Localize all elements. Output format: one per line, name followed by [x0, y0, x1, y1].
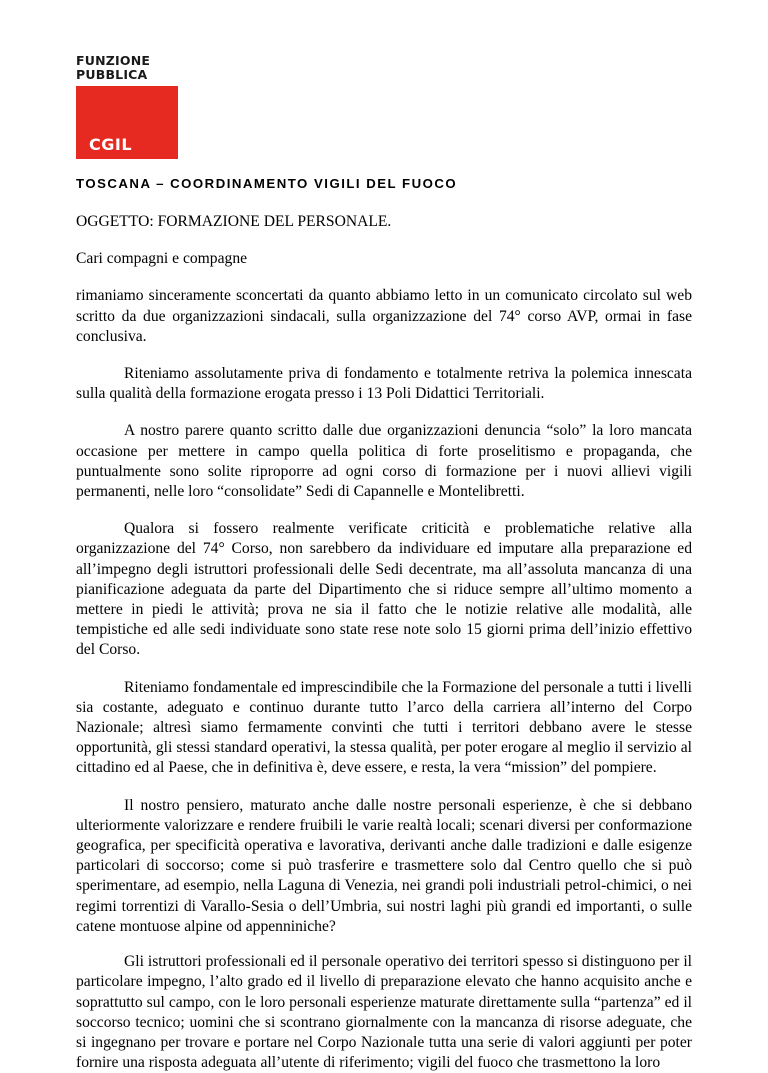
paragraph-6: Il nostro pensiero, maturato anche dalle nostre personali esperienze, è che si debbano ulteriormente valorizzare e rendere fruibili le varie realtà locali; scenari diversi per conformazione geografica, per specificità operativa e lavorativa, derivanti anche dalle tradizioni e dalle esigenze particolari di soccorso; come si può trasferire e trasmettere solo dal Centro quello che si può sperimentare, ad esempio, nella Laguna di Venezia, nei grandi poli industriali petrol-chimici, o nei regimi torrentizi di Varallo-Sesia o dell’Umbria, sui nostri laghi più grandi ed importanti, o sulle catene montuose alpine od appenniniche? — [76, 796, 692, 935]
logo-cgil-text: CGIL — [89, 135, 133, 154]
paragraph-5: Riteniamo fondamentale ed imprescindibile che la Formazione del personale a tutti i livelli sia costante, adeguato e continuo durante tutto l’arco della carriera all’interno del Corpo Nazionale; altresì siamo fermamente convinti che tutti i territori debbano avere le stesse opportunità, gli stessi standard operativi, la stessa qualità, per poter erogare al meglio il servizio al cittadino ed al Paese, che in definitiva è, deve essere, e resta, la vera “mission” del pompiere. — [76, 678, 692, 777]
logo-line-1: FUNZIONE — [76, 53, 151, 68]
document-heading: TOSCANA – COORDINAMENTO VIGILI DEL FUOCO — [76, 176, 458, 191]
logo-line-2: PUBBLICA — [76, 67, 148, 82]
paragraph-3: A nostro parere quanto scritto dalle due organizzazioni denuncia “solo” la loro mancata occasione per mettere in campo quella politica di forte proselitismo e propaganda, che puntualmente sono solite riproporre ad ogni corso di formazione per i nuovi allievi vigili permanenti, nelle loro “consolidate” Sedi di Capannelle e Montelibretti. — [76, 422, 692, 501]
paragraph-intro: rimaniamo sinceramente sconcertati da quanto abbiamo letto in un comunicato circolato sul web scritto da due organizzazioni sindacali, sulla organizzazione del 74° corso AVP, ormai in fase conclusiva. — [76, 287, 692, 345]
fp-cgil-logo — [76, 54, 178, 159]
paragraph-7: Gli istruttori professionali ed il personale operativo dei territori spesso si distinguono per il particolare impegno, l’alto grado ed il livello di preparazione elevato che hanno acquisito anche e soprattutto sul campo, con le loro personali esperienze maturate direttamente sulla “partenza” ed il soccorso tecnico; uomini che si scontrano giornalmente con la mancanza di risorse adeguate, che si ingegnano per trovare e portare nel Corpo Nazionale tutta una serie di valori aggiunti per poter fornire una risposta adeguata all’utente di riferimento; vigili del fuoco che trasmettono la loro — [76, 953, 692, 1072]
letter-body — [76, 212, 692, 1073]
subject-line: OGGETTO: FORMAZIONE DEL PERSONALE. — [76, 213, 392, 230]
paragraph-4: Qualora si fossero realmente verificate criticità e problematiche relative alla organizzazione del 74° Corso, non sarebbero da individuare ed imputare alla preparazione ed all’impegno degli istruttori professionali delle Sedi decentrate, ma all’assoluta mancanza di una pianificazione adeguata da parte del Dipartimento che si riduce sempre all’ultimo momento a mettere in piedi le attività; prova ne sia il fatto che le notizie relative alle modalità, alle tempistiche ed alle sedi individuate sono state rese note solo 15 giorni prima dell’inizio effettivo del Corso. — [76, 520, 692, 659]
paragraph-2: Riteniamo assolutamente priva di fondamento e totalmente retriva la polemica innescata sulla qualità della formazione erogata presso i 13 Poli Didattici Territoriali. — [76, 365, 692, 403]
greeting: Cari compagni e compagne — [76, 250, 248, 268]
logo-red-block — [76, 86, 178, 159]
